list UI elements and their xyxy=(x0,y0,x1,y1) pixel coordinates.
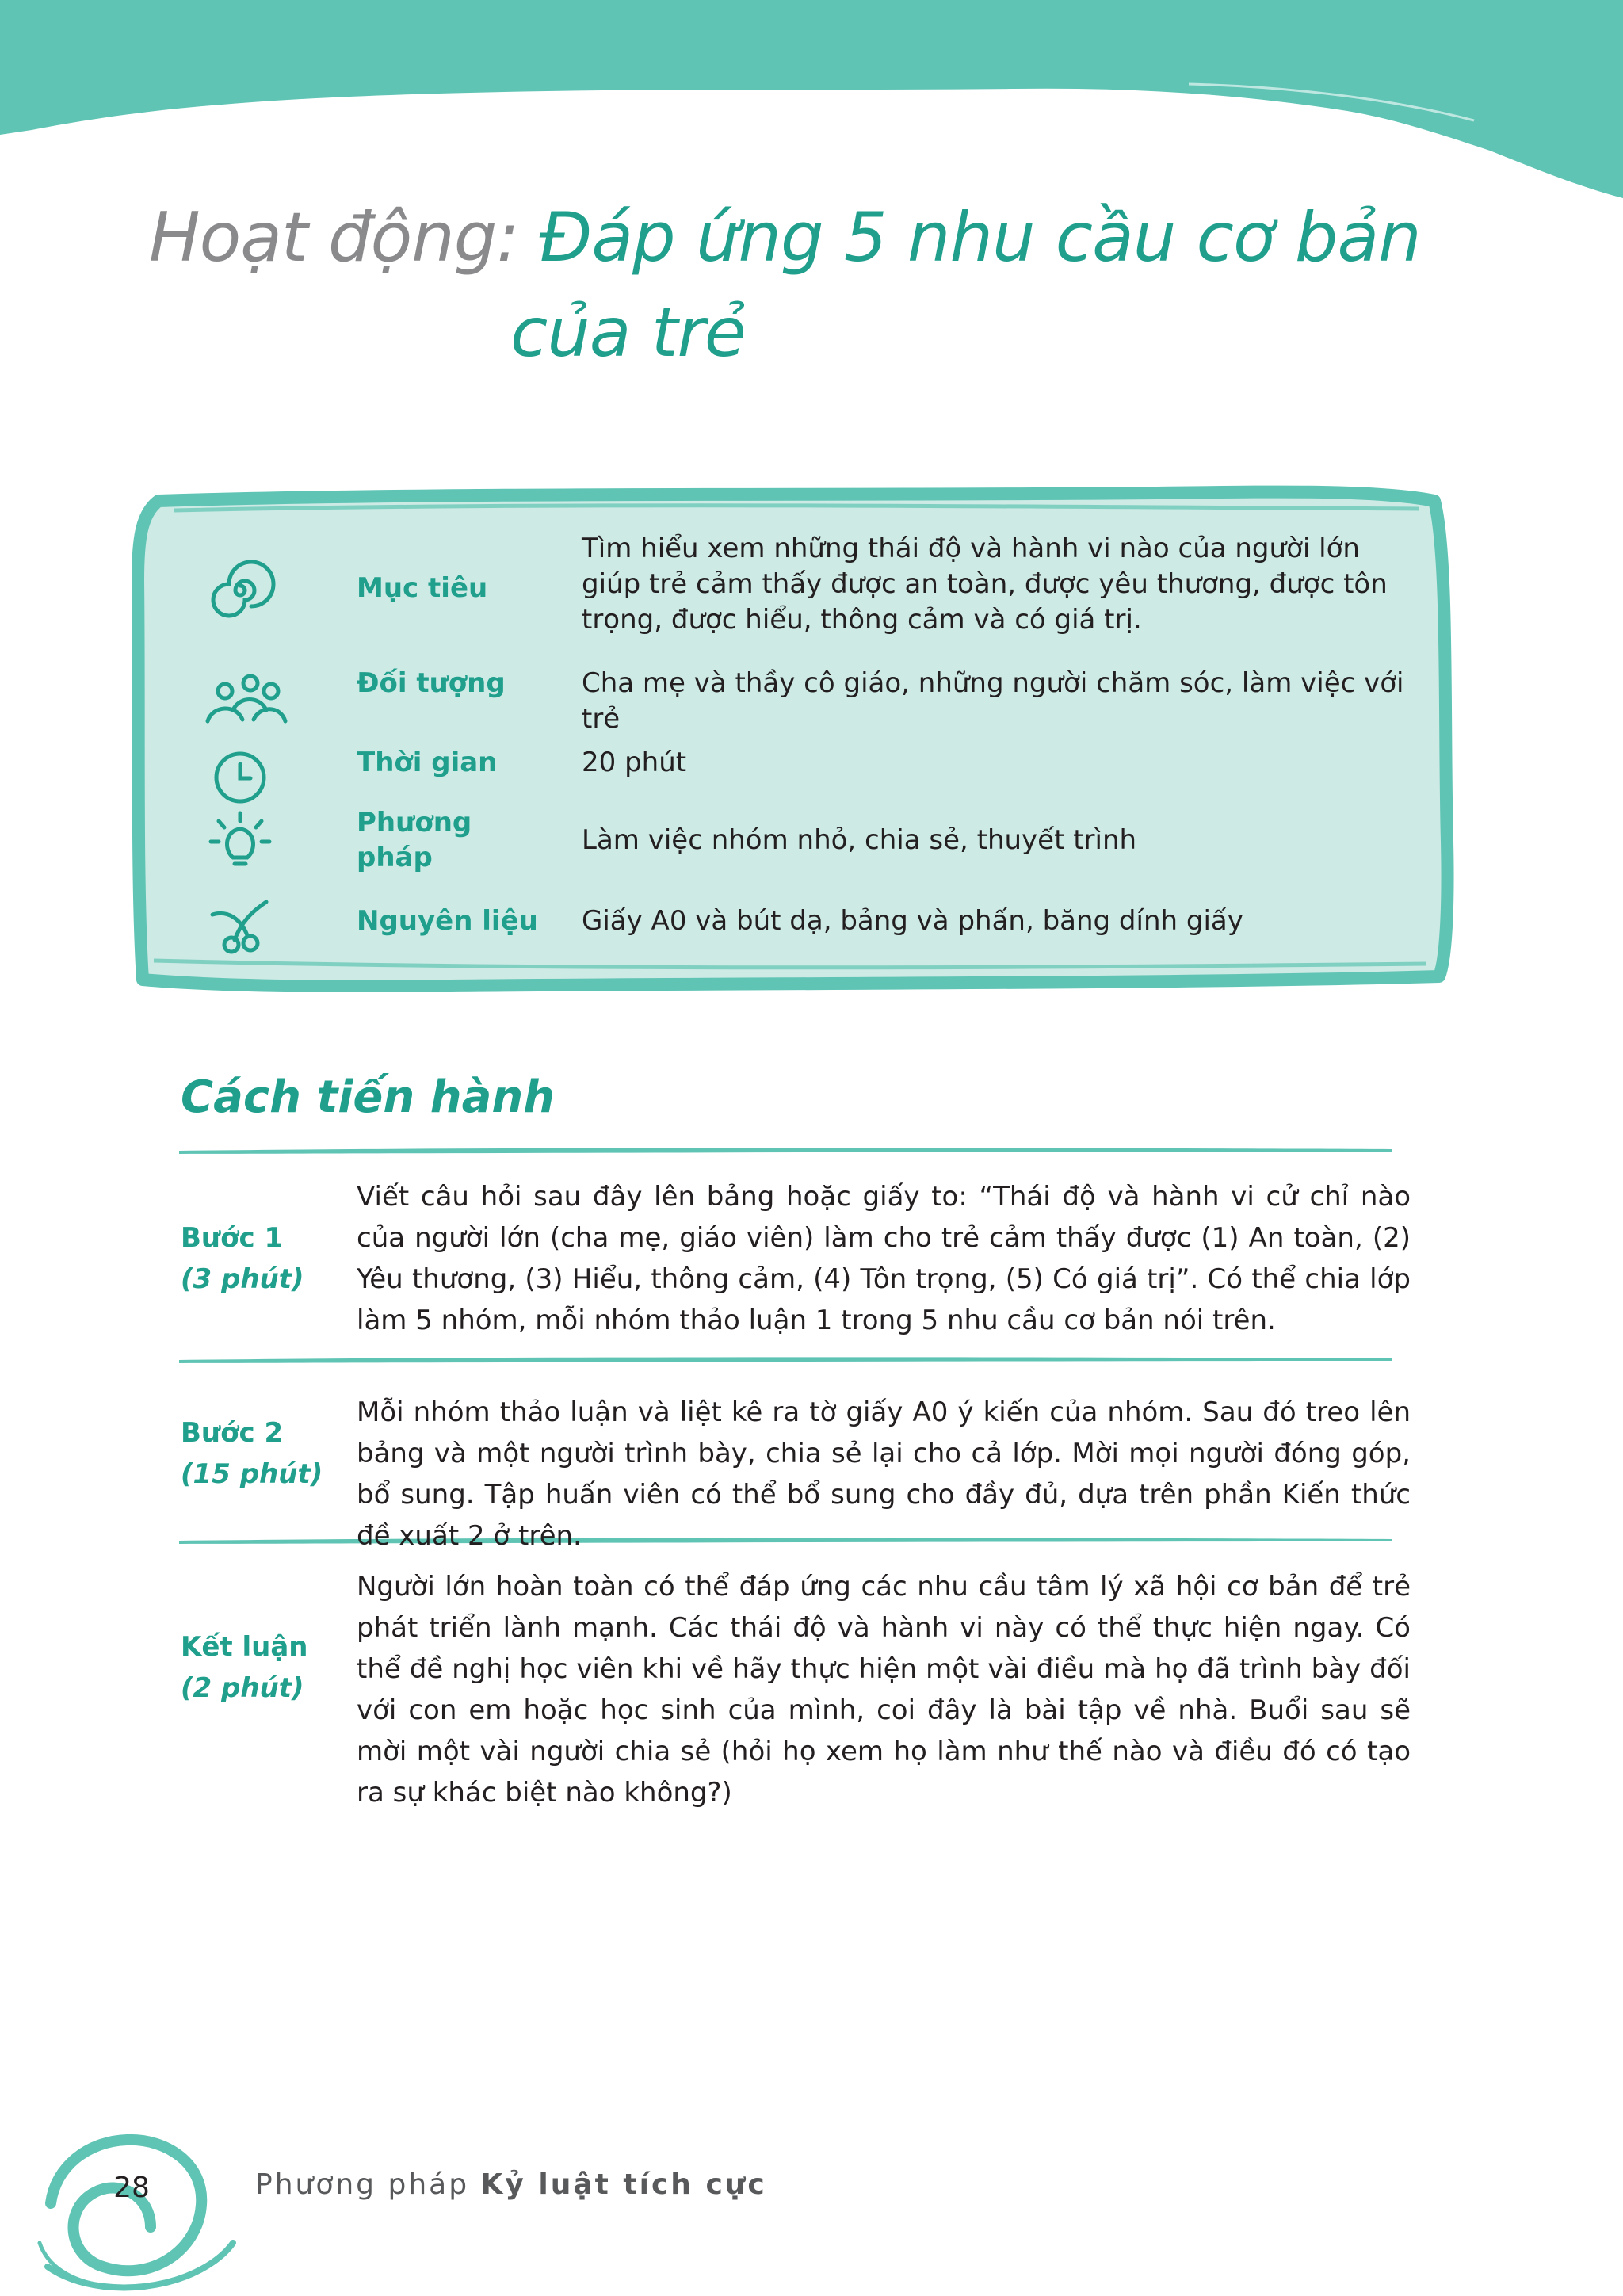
section-heading: Cách tiến hành xyxy=(181,1072,556,1123)
info-label: Nguyên liệu xyxy=(357,905,538,937)
divider-rule xyxy=(179,1144,1392,1156)
page-title xyxy=(149,190,1421,380)
step-title: Kết luận xyxy=(181,1631,308,1663)
scissors-icon xyxy=(204,888,276,959)
step-text: Mỗi nhóm thảo luận và liệt kê ra tờ giấy A0 ý kiến của nhóm. Sau đó treo lên bảng và một người trình bày, chia sẻ lại cho cả lớp. Mời mọi người đóng góp, bổ sung. Tập huấn viên có thể bổ sung cho đầy đủ, dựa trên phần Kiến thức đề xuất 2 ở trên. xyxy=(357,1396,1411,1552)
footer-text xyxy=(255,2168,767,2201)
page-number: 28 xyxy=(113,2172,150,2204)
info-value: Giấy A0 và bút dạ, bảng và phấn, băng dính giấy xyxy=(582,905,1243,937)
step-duration: (15 phút) xyxy=(181,1458,323,1490)
info-label: Mục tiêu xyxy=(357,572,488,604)
page-number-swirl xyxy=(32,2116,238,2296)
step-duration: (3 phút) xyxy=(181,1263,304,1295)
info-value: Cha mẹ và thầy cô giáo, những người chăm sóc, làm việc với trẻ xyxy=(582,667,1404,735)
lightbulb-icon xyxy=(204,805,276,877)
info-value: 20 phút xyxy=(582,747,687,778)
footer-label: Phương pháp xyxy=(255,2168,470,2201)
top-brush-band xyxy=(0,0,1623,206)
step-title: Bước 1 xyxy=(181,1222,284,1254)
info-label: Đối tượng xyxy=(357,667,506,699)
step-label xyxy=(181,1217,347,1300)
step-duration: (2 phút) xyxy=(181,1672,304,1704)
step-label xyxy=(181,1412,347,1495)
step-label xyxy=(181,1626,347,1709)
info-label: Thời gian xyxy=(357,747,498,778)
title-prefix: Hoạt động: xyxy=(149,198,519,277)
title-line2: của trẻ xyxy=(510,293,746,372)
spiral-target-icon xyxy=(204,555,276,626)
info-label: Phương pháp xyxy=(357,807,472,873)
info-value: Làm việc nhóm nhỏ, chia sẻ, thuyết trình xyxy=(582,824,1137,856)
clock-icon xyxy=(204,740,276,812)
divider-rule xyxy=(179,1354,1392,1365)
step-text: Người lớn hoàn toàn có thể đáp ứng các nhu cầu tâm lý xã hội cơ bản để trẻ phát triển lành mạnh. Các thái độ và hành vi này có thể thực hiện ngay. Có thể đề nghị học viên khi về hãy thực hiện một vài điều mà họ đã trình bày đối với con em hoặc học sinh của mình, coi đây là bài tập về nhà. Buổi sau sẽ mời một vài người chia sẻ (hỏi họ xem họ làm như thế nào và điều đó có tạo ra sự khác biệt nào không?) xyxy=(357,1571,1411,1809)
step-title: Bước 2 xyxy=(181,1417,284,1449)
info-value: Tìm hiểu xem những thái độ và hành vi nào của người lớn giúp trẻ cảm thấy được an toàn, được yêu thương, được tôn trọng, được hiểu, thông cảm và có giá trị. xyxy=(582,533,1388,636)
step-text: Viết câu hỏi sau đây lên bảng hoặc giấy to: “Thái độ và hành vi cử chỉ nào của người lớn (cha mẹ, giáo viên) làm cho trẻ cảm thấy được (1) An toàn, (2) Yêu thương, (3) Hiểu, thông cảm, (4) Tôn trọng, (5) Có giá trị”. Có thể chia lớp làm 5 nhóm, mỗi nhóm thảo luận 1 trong 5 nhu cầu cơ bản nói trên. xyxy=(357,1181,1411,1336)
title-main: Đáp ứng 5 nhu cầu cơ bản xyxy=(539,198,1421,277)
people-group-icon xyxy=(201,664,288,735)
footer-brand: Kỷ luật tích cực xyxy=(480,2168,767,2201)
